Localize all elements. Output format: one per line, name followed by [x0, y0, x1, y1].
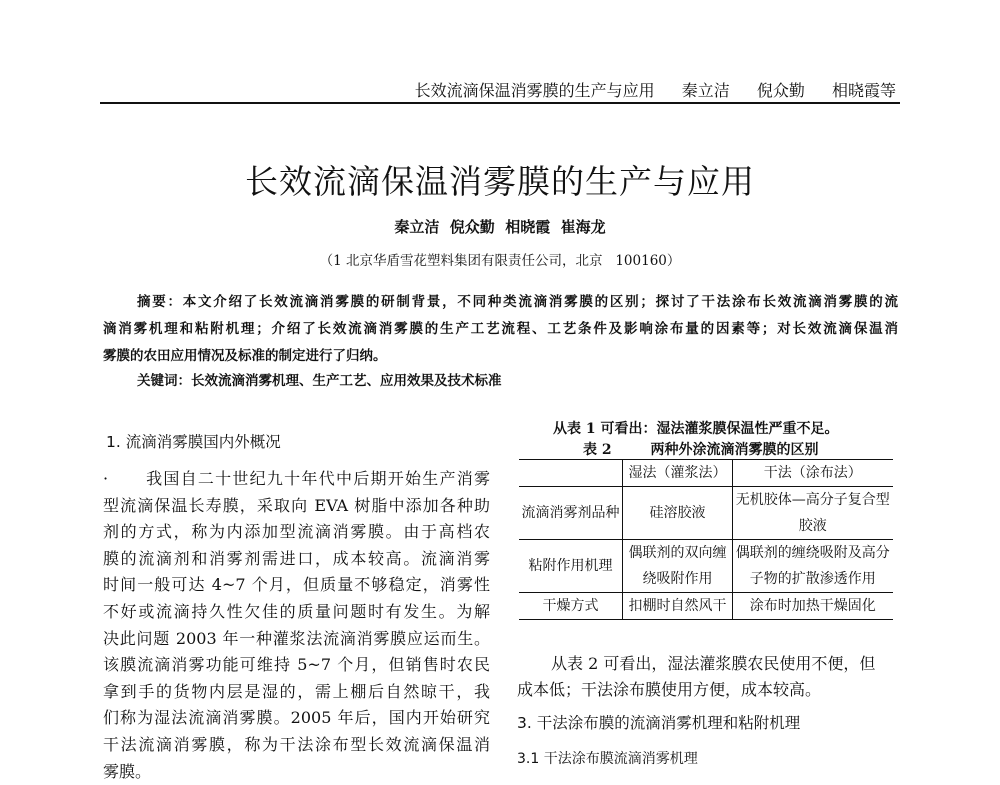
table-header-row: [519, 460, 893, 487]
section-3-heading: 3. 干法涂布膜的流滴消雾机理和粘附机理: [517, 714, 801, 732]
paper-title: 长效流滴保温消雾膜的生产与应用: [245, 162, 755, 201]
paragraph-line: 膜的流滴剂和消雾剂需进口，成本较高。流滴消雾: [103, 548, 490, 568]
table-row: [519, 487, 893, 540]
keywords: 关键词：长效流滴消雾机理、生产工艺、应用效果及技术标准: [137, 373, 502, 389]
paragraph-line: 决此问题 2003 年一种灌浆法流滴消雾膜应运而生。: [103, 628, 490, 648]
abstract: [103, 289, 898, 370]
running-header-title: 长效流滴保温消雾膜的生产与应用: [414, 81, 655, 100]
author-list: 秦立洁 倪众勤 相晓霞 崔海龙: [394, 218, 606, 236]
table-row: [519, 593, 893, 620]
table-cell: 偶联剂的缠绕吸附及高分子物的扩散渗透作用: [733, 540, 893, 593]
table-title: 两种外涂流滴消雾膜的区别: [650, 442, 819, 458]
paragraph-line: 干法流滴消雾膜，称为干法涂布型长效流滴保温消: [103, 734, 490, 754]
table-header-cell: [519, 460, 623, 487]
table-header-cell: 干法（涂布法）: [733, 460, 893, 487]
abstract-line: 滴消雾机理和粘附机理；介绍了长效流滴消雾膜的生产工艺流程、工艺条件及影响涂布量的因素等；对长效流滴保温消: [103, 321, 898, 337]
table-caption: [583, 439, 819, 459]
paragraph-line: 该膜流滴消雾功能可维持 5~7 个月，但销售时农民: [103, 655, 490, 675]
abstract-line: 摘要：本文介绍了长效流滴消雾膜的研制背景，不同种类流滴消雾膜的区别；探讨了干法涂布长效流滴消雾膜的流: [137, 294, 898, 310]
comparison-table-wrap: [519, 459, 893, 620]
running-header: [393, 78, 896, 101]
table-cell: 粘附作用机理: [528, 558, 613, 574]
table-cell: 干燥方式: [542, 598, 599, 614]
paragraph-line: 成本低；干法涂布膜使用方便，成本较高。: [517, 680, 822, 699]
paragraph-line: 从表 2 可看出，湿法灌浆膜农民使用不便，但: [551, 654, 876, 673]
paragraph-line: 型流滴保温长寿膜，采取向 EVA 树脂中添加各种助: [103, 495, 490, 515]
table-header-cell: 湿法（灌浆法）: [623, 460, 733, 487]
paragraph-line: · 我国自二十世纪九十年代中后期开始生产消雾: [103, 469, 490, 488]
section-1-body: [103, 466, 490, 785]
running-header-author: 秦立洁: [681, 81, 730, 100]
section-3-1-heading: 3.1 干法涂布膜流滴消雾机理: [517, 751, 698, 767]
running-header-author: 相晓霞等: [831, 81, 896, 100]
paragraph-line: 雾膜。: [103, 761, 152, 781]
header-rule: [100, 102, 900, 104]
table-cell: 偶联剂的双向缠绕吸附作用: [623, 540, 733, 593]
table-number: 表 2: [583, 442, 612, 458]
table-cell: 无机胶体—高分子复合型胶液: [733, 487, 893, 540]
table-row: [519, 540, 893, 593]
table-cell: 涂布时加热干燥固化: [733, 593, 893, 620]
paragraph-line: 拿到手的货物内层是湿的，需上棚后自然晾干，我: [103, 681, 490, 701]
paragraph-line: 们称为湿法流滴消雾膜。2005 年后，国内开始研究: [103, 708, 490, 728]
affiliation: （1 北京华盾雪花塑料集团有限责任公司，北京 100160）: [319, 253, 681, 269]
running-header-author: 倪众勤: [756, 81, 805, 100]
paragraph-line: 不好或流滴持久性欠佳的质量问题时有发生。为解: [103, 601, 490, 621]
comparison-table: [519, 460, 893, 620]
section-1-heading: 1. 流滴消雾膜国内外概况: [106, 433, 281, 451]
table-cell: 流滴消雾剂品种: [521, 505, 620, 521]
paragraph-line: 时间一般可达 4~7 个月，但质量不够稳定，消雾性: [103, 575, 490, 595]
paragraph-line: 剂的方式，称为内添加型流滴消雾膜。由于高档农: [103, 522, 490, 542]
abstract-line: 雾膜的农田应用情况及标准的制定进行了归纳。: [103, 348, 387, 364]
table-cell: 扣棚时自然风干: [623, 593, 733, 620]
table-cell: 硅溶胶液: [623, 487, 733, 540]
table-intro: 从表 1 可看出：湿法灌浆膜保温性严重不足。: [553, 421, 839, 437]
